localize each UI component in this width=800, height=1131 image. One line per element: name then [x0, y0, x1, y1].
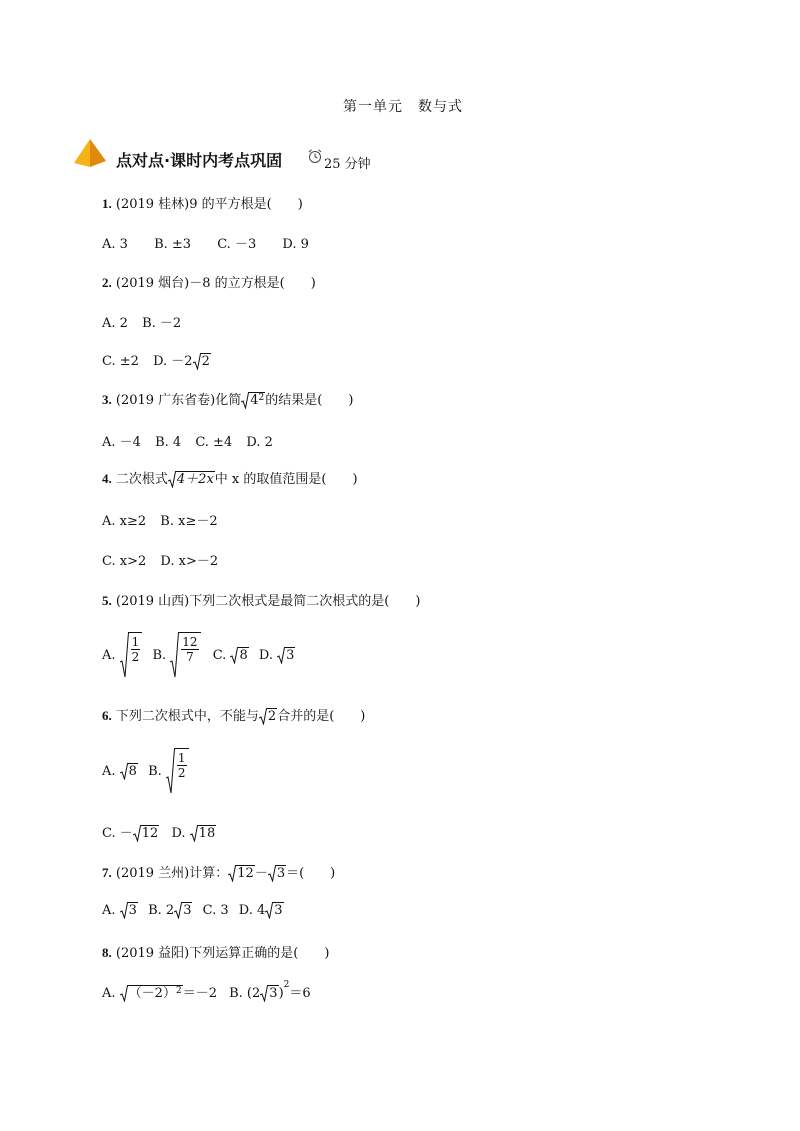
radicand: 12	[237, 866, 254, 881]
question-8-options	[102, 982, 311, 1002]
option-c: C. ±2	[102, 354, 139, 369]
numerator: 1	[177, 751, 186, 765]
radicand: 12	[141, 826, 159, 841]
sqrt-symbol	[268, 865, 286, 882]
radicand: 3	[128, 903, 137, 918]
question-text-prefix: (2019 兰州)计算：	[115, 866, 229, 881]
option-b: B. 4	[155, 435, 182, 450]
page-title: 第一单元 数与式	[343, 99, 463, 115]
question-text-prefix: 下列二次根式中，不能与	[115, 709, 259, 724]
option-label: D.	[171, 826, 186, 841]
denominator: 2	[131, 650, 140, 664]
sqrt-symbol	[174, 902, 192, 919]
minus-sign: －	[254, 866, 268, 881]
question-3-options	[102, 431, 273, 450]
option-label: D. 4	[238, 903, 266, 918]
radicand: 3	[269, 986, 278, 1001]
option-c	[213, 648, 253, 663]
option-label: B.	[148, 763, 162, 779]
question-text-prefix: (2019 广东省卷)化简	[115, 393, 242, 408]
option-label: C.	[212, 647, 227, 663]
option-d	[153, 354, 211, 369]
option-label: A.	[102, 647, 116, 663]
option-d: D. x>－2	[160, 554, 219, 569]
radicand: 2	[201, 354, 210, 369]
question-1-options	[102, 233, 319, 252]
question-4-options-1	[102, 510, 218, 529]
question-number: 1.	[102, 196, 112, 211]
option-d: D. 9	[282, 237, 309, 252]
option-label: C. －	[102, 826, 133, 841]
radicand	[128, 985, 183, 1002]
pyramid-icon	[72, 137, 108, 169]
numerator: 1	[131, 635, 140, 649]
sqrt-symbol	[168, 471, 215, 488]
sqrt-symbol	[120, 985, 183, 1002]
option-d: D. 2	[246, 435, 273, 450]
question-number: 4.	[102, 471, 112, 486]
question-7-stem	[102, 862, 335, 882]
radicand	[249, 392, 265, 409]
fraction	[181, 635, 198, 664]
question-8-stem	[102, 942, 329, 961]
option-c: C. x>2	[102, 554, 147, 569]
option-b: B. ±3	[154, 237, 192, 252]
sqrt-symbol	[193, 353, 211, 370]
option-label: B. 2	[148, 903, 175, 918]
exponent: 2	[283, 980, 290, 990]
fraction	[177, 751, 187, 780]
radicand: 3	[274, 903, 283, 918]
sqrt-symbol	[259, 708, 277, 725]
question-3-stem	[102, 389, 353, 409]
question-text: (2019 烟台)－8 的立方根是( )	[115, 276, 316, 291]
option-label: D. －2	[153, 354, 193, 369]
question-4-stem	[102, 468, 358, 488]
option-a: A. x≥2	[102, 514, 147, 529]
option-label: A.	[102, 986, 116, 1001]
option-b: B. －2	[142, 316, 182, 331]
sqrt-symbol	[166, 748, 189, 794]
question-text-suffix: 的结果是( )	[265, 393, 354, 408]
sqrt-symbol	[190, 825, 217, 842]
radicand: 8	[239, 647, 248, 663]
question-6-options-2	[102, 822, 216, 842]
section-title: 点对点·课时内考点巩固	[116, 151, 283, 170]
option-d	[259, 648, 296, 663]
equation-rest: ＝6	[289, 986, 311, 1001]
fraction	[131, 635, 141, 664]
radicand: 2	[267, 709, 277, 724]
radicand-exponent: 2	[258, 393, 265, 403]
question-text-suffix: ＝( )	[286, 866, 336, 881]
radicand: 4＋2x	[176, 472, 214, 487]
question-number: 6.	[102, 708, 112, 723]
question-text-suffix: 中 x 的取值范围是( )	[214, 472, 358, 487]
option-a: A. 3	[102, 237, 128, 252]
option-a	[102, 764, 142, 779]
radicand: 3	[183, 903, 192, 918]
option-b	[152, 635, 204, 664]
question-2-options-1	[102, 312, 181, 331]
radicand-exponent: 2	[175, 986, 182, 996]
sqrt-symbol	[241, 392, 265, 409]
numerator: 12	[182, 635, 198, 649]
option-label: A.	[102, 763, 116, 779]
question-6-stem	[102, 705, 365, 725]
option-label: D.	[258, 647, 273, 663]
option-c: C. －3	[217, 237, 257, 252]
sqrt-symbol	[120, 632, 143, 678]
sqrt-symbol	[265, 902, 283, 919]
option-a: A. －4	[102, 435, 141, 450]
question-text: (2019 益阳)下列运算正确的是( )	[115, 946, 330, 961]
sqrt-symbol	[120, 763, 138, 780]
option-d	[171, 826, 216, 841]
question-number: 8.	[102, 945, 112, 960]
option-b: B. x≥－2	[160, 514, 218, 529]
question-text-prefix: 二次根式	[115, 472, 168, 487]
option-c	[102, 826, 163, 841]
sqrt-symbol	[120, 902, 138, 919]
sqrt-symbol	[277, 647, 295, 664]
option-a	[102, 635, 146, 664]
sqrt-symbol	[260, 985, 278, 1002]
option-a	[102, 986, 221, 1001]
question-text: (2019 山西)下列二次根式是最简二次根式的是( )	[115, 594, 421, 609]
option-d	[239, 903, 284, 918]
option-a	[102, 903, 142, 918]
radicand: 18	[198, 826, 216, 841]
question-text-suffix: 合并的是( )	[277, 709, 366, 724]
question-4-options-2	[102, 550, 218, 569]
option-b	[229, 980, 311, 1001]
question-2-stem	[102, 272, 316, 291]
denominator: 2	[177, 766, 186, 780]
equation-rest: ＝－2	[182, 986, 217, 1001]
option-label: B.	[152, 647, 167, 663]
radicand: 3	[276, 866, 286, 881]
alarm-clock-icon	[307, 148, 323, 164]
radicand: 3	[286, 647, 295, 663]
denominator: 7	[186, 650, 194, 664]
sqrt-symbol	[230, 647, 248, 664]
radicand: 8	[128, 763, 137, 779]
section-time: 25 分钟	[324, 157, 371, 172]
sqrt-symbol	[228, 865, 255, 882]
question-2-options-2	[102, 350, 211, 370]
option-a: A. 2	[102, 316, 128, 331]
close-paren: )	[278, 986, 284, 1001]
question-6-options-1	[102, 748, 189, 794]
option-c: C. ±4	[195, 435, 233, 450]
question-number: 5.	[102, 593, 112, 608]
radicand-base: 4	[250, 393, 259, 408]
option-label: B. (2	[229, 986, 261, 1001]
radicand-base: （－2）	[128, 986, 176, 1001]
question-5-stem	[102, 590, 420, 609]
question-number: 7.	[102, 865, 112, 880]
question-1-stem	[102, 193, 303, 212]
option-b	[148, 751, 188, 780]
question-number: 2.	[102, 275, 112, 290]
question-7-options	[102, 902, 284, 919]
question-5-options	[102, 632, 295, 678]
option-b	[148, 903, 197, 918]
option-c: C. 3	[202, 903, 229, 918]
sqrt-symbol	[170, 632, 200, 678]
question-text: (2019 桂林)9 的平方根是( )	[115, 197, 303, 212]
question-number: 3.	[102, 392, 112, 407]
sqrt-symbol	[133, 825, 160, 842]
option-label: A.	[102, 903, 116, 918]
